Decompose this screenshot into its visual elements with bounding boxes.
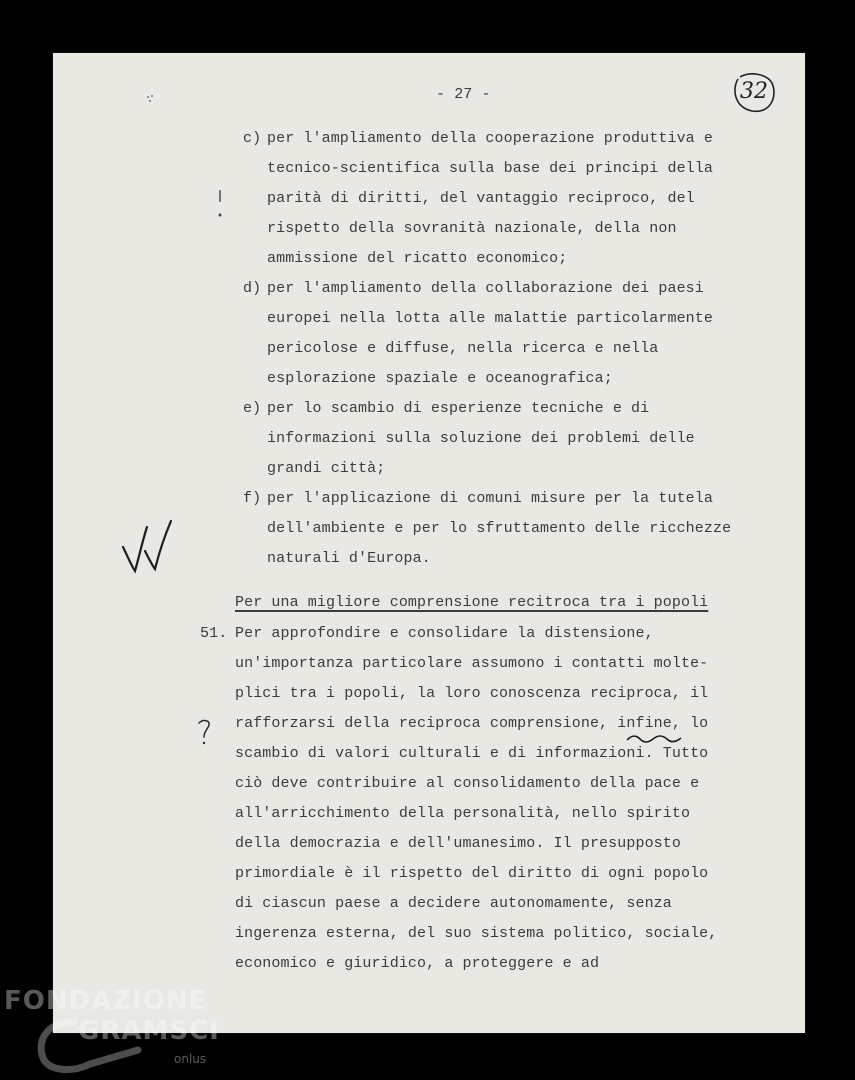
archive-number-stamp [730, 71, 778, 115]
list-e-line-2: informazioni sulla soluzione dei problemi delle [267, 430, 695, 447]
paragraph-line-9: primordiale è il rispetto del diritto di ogni popolo [235, 865, 709, 882]
paragraph-line-8: della democrazia e dell'umanesimo. Il presupposto [235, 835, 681, 852]
watermark-name-text: GRAMSCI [78, 1016, 220, 1046]
watermark-foundation-text: FONDAZIONE [4, 986, 208, 1016]
handwritten-check-mark [119, 517, 179, 577]
paragraph-line-11: ingerenza esterna, del suo sistema politico, sociale, [235, 925, 718, 942]
archive-number: 32 [740, 79, 768, 104]
paragraph-line-7: all'arricchimento della personalità, nello spirito [235, 805, 691, 822]
list-e-line-3: grandi città; [267, 460, 386, 477]
section-heading: Per una migliore comprensione recitroca tra i popoli [235, 594, 709, 611]
list-item-label-f: f) [243, 490, 262, 507]
list-c-line-1: per l'ampliamento della cooperazione produttiva e [267, 130, 713, 147]
paragraph-line-5: scambio di valori culturali e di informazioni. Tutto [235, 745, 709, 762]
list-item-label-e: e) [243, 400, 262, 417]
watermark-suffix-text: onlus [174, 1052, 207, 1066]
list-d-line-4: esplorazione spaziale e oceanografica; [267, 370, 613, 387]
paragraph-line-3: plici tra i popoli, la loro conoscenza reciproca, il [235, 685, 709, 702]
handwritten-wavy-underline [626, 734, 682, 744]
page-number: - 27 - [436, 86, 491, 103]
list-f-line-2: dell'ambiente e per lo sfruttamento delle ricchezze [267, 520, 732, 537]
paragraph-line-4: rafforzarsi della reciproca comprensione, infine, lo [235, 715, 709, 732]
paragraph-line-10: di ciascun paese a decidere autonomamente, senza [235, 895, 672, 912]
list-c-line-4: rispetto della sovranità nazionale, della non [267, 220, 677, 237]
paragraph-number: 51. [200, 625, 228, 642]
list-item-label-d: d) [243, 280, 262, 297]
list-d-line-3: pericolose e diffuse, nella ricerca e nella [267, 340, 659, 357]
paragraph-line-1: Per approfondire e consolidare la distensione, [235, 625, 654, 642]
list-c-line-5: ammissione del ricatto economico; [267, 250, 568, 267]
list-c-line-3: parità di diritti, del vantaggio reciproco, del [267, 190, 695, 207]
paragraph-line-12: economico e giuridico, a proteggere e ad [235, 955, 600, 972]
list-e-line-1: per lo scambio di esperienze tecniche e di [267, 400, 650, 417]
paragraph-line-2: un'importanza particolare assumono i contatti molte- [235, 655, 709, 672]
paragraph-line-6: ciò deve contribuire al consolidamento della pace e [235, 775, 700, 792]
list-item-label-c: c) [243, 130, 262, 147]
list-d-line-1: per l'ampliamento della collaborazione dei paesi [267, 280, 704, 297]
list-c-line-2: tecnico-scientifica sulla base dei principi della [267, 160, 713, 177]
list-f-line-3: naturali d'Europa. [267, 550, 431, 567]
handwritten-question-mark [195, 717, 215, 747]
list-f-line-1: per l'applicazione di comuni misure per la tutela [267, 490, 713, 507]
list-d-line-2: europei nella lotta alle malattie particolarmente [267, 310, 713, 327]
margin-exclamation-mark [215, 188, 225, 220]
margin-dots-mark [145, 93, 159, 105]
document-page [53, 53, 805, 1033]
watermark-logo [4, 986, 234, 1080]
